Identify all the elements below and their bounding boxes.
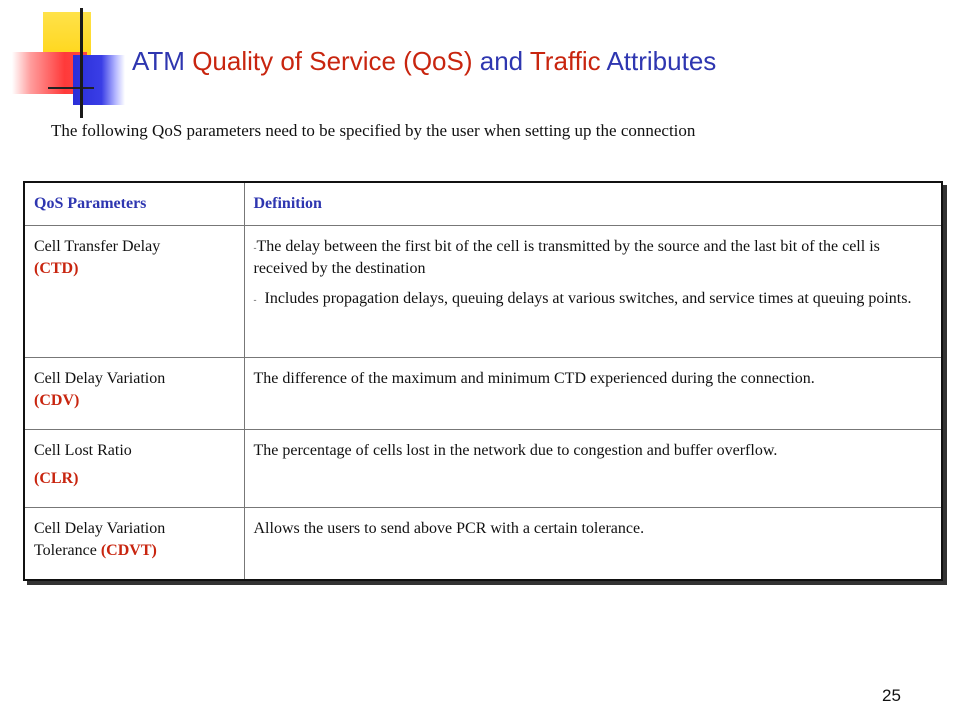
definition-text: The difference of the maximum and minimum CTD experienced during the connection. xyxy=(253,370,815,387)
title-part: (QoS) xyxy=(403,46,473,76)
parameter-abbreviation: (CDV) xyxy=(34,392,80,409)
parameter-cell xyxy=(24,358,244,430)
dash-bullet: - xyxy=(253,242,257,253)
table-header-row xyxy=(24,182,942,226)
title-part: Traffic xyxy=(529,46,601,76)
page-number: 25 xyxy=(882,686,901,705)
title-part: and xyxy=(472,46,530,76)
definition-text: The delay between the first bit of the cell is transmitted by the source and the last bit of the cell is received by the destination xyxy=(253,238,880,278)
parameter-cell xyxy=(24,430,244,508)
definition-text: Includes propagation delays, queuing delays at various switches, and service times at queuing points. xyxy=(264,290,912,308)
table-row xyxy=(24,430,942,508)
title-part: ATM xyxy=(132,46,193,76)
parameter-name: Tolerance xyxy=(34,542,97,559)
title-part: Quality of Service xyxy=(192,46,396,76)
parameter-abbreviation: (CDVT) xyxy=(100,542,157,559)
definition-cell xyxy=(244,358,942,430)
qos-parameters-table xyxy=(23,181,943,581)
definition-cell xyxy=(244,430,942,508)
parameter-cell xyxy=(24,226,244,358)
parameter-cell xyxy=(24,508,244,580)
definition-text: Allows the users to send above PCR with a certain tolerance. xyxy=(253,520,645,537)
parameter-name: Cell Delay Variation xyxy=(34,370,166,387)
definition-text: The percentage of cells lost in the network due to congestion and buffer overflow. xyxy=(253,442,778,459)
definition-paragraph xyxy=(254,288,932,310)
dash-bullet: - xyxy=(253,294,257,305)
parameter-name: Cell Delay Variation xyxy=(34,520,166,537)
intro-text: The following QoS parameters need to be specified by the user when setting up the connection xyxy=(51,121,696,140)
title-part: Attributes xyxy=(600,46,717,76)
table-row xyxy=(24,358,942,430)
parameter-abbreviation: (CLR) xyxy=(34,470,79,487)
definition-paragraph xyxy=(254,236,932,280)
table-row xyxy=(24,508,942,580)
header-qos-parameters: QoS Parameters xyxy=(24,182,244,226)
header-definition: Definition xyxy=(244,182,942,226)
parameter-abbreviation: (CTD) xyxy=(34,260,79,277)
parameter-name: Cell Transfer Delay xyxy=(34,238,161,255)
slide-title xyxy=(132,46,716,77)
table-row xyxy=(24,226,942,358)
parameter-name: Cell Lost Ratio xyxy=(34,442,132,459)
definition-cell xyxy=(244,226,942,358)
definition-cell xyxy=(244,508,942,580)
decorative-vertical-line xyxy=(80,8,83,118)
decorative-horizontal-line xyxy=(48,87,94,89)
